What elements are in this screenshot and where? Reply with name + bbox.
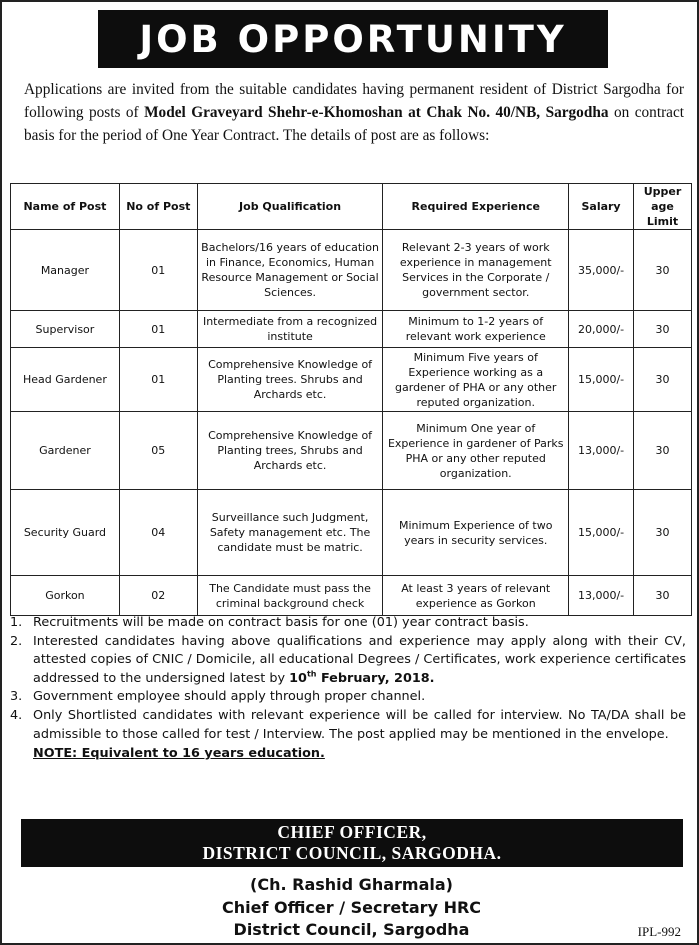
cell-age: 30 (634, 348, 692, 412)
cell-experience: Minimum Experience of two years in security services. (383, 490, 569, 576)
cell-salary: 15,000/- (569, 490, 634, 576)
reference-code: IPL-992 (637, 924, 681, 939)
cell-post: Supervisor (11, 311, 120, 348)
intro-paragraph (24, 78, 684, 147)
cell-experience: Minimum Five years of Experience working as a gardener of PHA or any other reputed organization. (383, 348, 569, 412)
header-salary: Salary (569, 184, 634, 230)
cell-experience: At least 3 years of relevant experience as Gorkon (383, 576, 569, 616)
deadline-date (289, 671, 434, 686)
note-item (10, 707, 686, 744)
table-row (11, 412, 692, 490)
note-number: 4. (10, 707, 23, 723)
cell-experience: Minimum One year of Experience in gardener of Parks PHA or any other reputed organization. (383, 412, 569, 490)
note-number: 3. (10, 689, 23, 705)
deadline-day: 10 (289, 670, 307, 686)
signatory-title: Chief Officer / Secretary HRC (221, 897, 482, 917)
cell-age: 30 (634, 311, 692, 348)
note-text: Only Shortlisted candidates with relevant experience will be called for interview. No TA/DA shall be admissible to those called for test / Interview. The post applied may be mentioned in the envelope. (33, 707, 686, 742)
header-name-of-post: Name of Post (11, 184, 120, 230)
note-item (10, 614, 686, 633)
cell-qualification: Comprehensive Knowledge of Planting trees. Shrubs and Archards etc. (197, 348, 383, 412)
table-header-row (11, 184, 692, 230)
cell-count: 04 (119, 490, 197, 576)
signatory-name: (Ch. Rashid Gharmala) (250, 875, 453, 894)
cell-experience: Minimum to 1-2 years of relevant work experience (383, 311, 569, 348)
cell-post: Gardener (11, 412, 120, 490)
cell-count: 02 (119, 576, 197, 616)
table-row (11, 230, 692, 311)
title-banner (98, 10, 608, 68)
table-row (11, 348, 692, 412)
signature-block (2, 874, 699, 942)
cell-age: 30 (634, 230, 692, 311)
table-row (11, 576, 692, 616)
cell-count: 01 (119, 230, 197, 311)
page-title: JOB OPPORTUNITY (139, 17, 567, 61)
cell-salary: 15,000/- (569, 348, 634, 412)
signatory-office: District Council, Sargodha (233, 920, 470, 939)
cell-salary: 35,000/- (569, 230, 634, 311)
note-item (10, 688, 686, 707)
note-text: Government employee should apply through proper channel. (33, 689, 426, 705)
intro-location: Model Graveyard Shehr-e-Khomoshan at Chak No. 40/NB, Sargodha (144, 104, 609, 121)
officer-title: CHIEF OFFICER, (277, 822, 427, 842)
cell-qualification: Bachelors/16 years of education in Finance, Economics, Human Resource Management or Social Sciences. (197, 230, 383, 311)
equivalence-note (10, 745, 686, 764)
cell-count: 01 (119, 311, 197, 348)
cell-age: 30 (634, 576, 692, 616)
table-row (11, 490, 692, 576)
note-text: Recruitments will be made on contract basis for one (01) year contract basis. (33, 615, 529, 630)
cell-post: Security Guard (11, 490, 120, 576)
intro-text-1: Applications are invited from the suitable candidates having permanent resident of District Sargodha for following posts of (24, 81, 684, 121)
notes-list (10, 614, 686, 764)
header-no-of-post: No of Post (119, 184, 197, 230)
cell-age: 30 (634, 490, 692, 576)
note-number: 1. (10, 615, 23, 630)
note-text (33, 633, 686, 689)
note-number: 2. (10, 633, 23, 649)
header-job-qualification: Job Qualification (197, 184, 383, 230)
intro-text-2: on contract basis for the period of One Year Contract. The details of post are as follows: (24, 104, 685, 144)
cell-salary: 13,000/- (569, 576, 634, 616)
note-text-body: Interested candidates having above qualifications and experience may apply along with their CV, attested copies of CNIC / Domicile, all educational Degrees / Certificates, work experience certificates addressed to the undersigned latest by (33, 633, 686, 686)
cell-qualification: The Candidate must pass the criminal background check (197, 576, 383, 616)
cell-salary: 13,000/- (569, 412, 634, 490)
cell-qualification: Intermediate from a recognized institute (197, 311, 383, 348)
deadline-suffix: th (306, 669, 317, 679)
posts-table (10, 183, 692, 616)
cell-qualification: Surveillance such Judgment, Safety management etc. The candidate must be matric. (197, 490, 383, 576)
cell-post: Head Gardener (11, 348, 120, 412)
cell-post: Manager (11, 230, 120, 311)
table-row (11, 311, 692, 348)
equivalence-note-text: NOTE: Equivalent to 16 years education. (33, 746, 325, 762)
cell-count: 05 (119, 412, 197, 490)
cell-age: 30 (634, 412, 692, 490)
deadline-month-year: February, 2018. (316, 670, 435, 686)
cell-count: 01 (119, 348, 197, 412)
header-upper-age-limit: Upper age Limit (634, 184, 692, 230)
officer-banner (21, 819, 683, 867)
cell-post: Gorkon (11, 576, 120, 616)
cell-experience: Relevant 2-3 years of work experience in management Services in the Corporate / government sector. (383, 230, 569, 311)
officer-office: DISTRICT COUNCIL, SARGODHA. (202, 843, 502, 863)
note-item (10, 633, 686, 689)
cell-salary: 20,000/- (569, 311, 634, 348)
header-required-experience: Required Experience (383, 184, 569, 230)
cell-qualification: Comprehensive Knowledge of Planting trees, Shrubs and Archards etc. (197, 412, 383, 490)
